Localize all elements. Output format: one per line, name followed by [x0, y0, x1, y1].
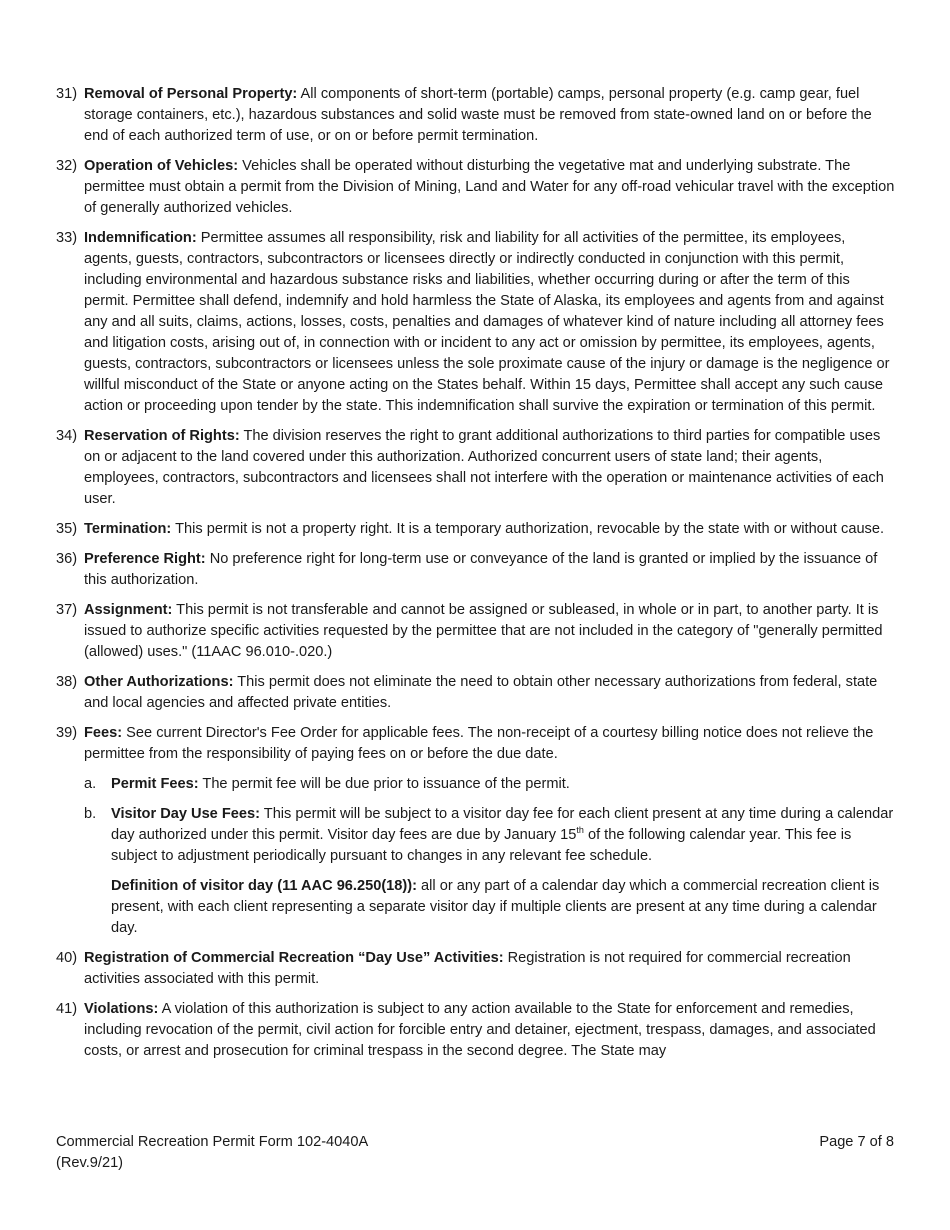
- footer-revision: (Rev.9/21): [56, 1155, 124, 1171]
- clause-38: [56, 672, 896, 714]
- clause-number: 31): [56, 86, 78, 102]
- clause-39: [56, 723, 896, 765]
- ordinal-suffix: th: [576, 825, 584, 836]
- clause-number: 37): [56, 602, 78, 618]
- clause-heading: Assignment:: [84, 602, 173, 618]
- clause-heading: Operation of Vehicles:: [84, 158, 239, 174]
- footer-form-name: Commercial Recreation Permit Form 102-4040A: [56, 1134, 369, 1150]
- clause-heading: Other Authorizations:: [84, 674, 234, 690]
- clause-number: 41): [56, 1001, 78, 1017]
- subitem-heading: Visitor Day Use Fees:: [111, 806, 260, 822]
- clause-heading: Termination:: [84, 521, 172, 537]
- clause-text: This permit is not transferable and cannot be assigned or subleased, in whole or in part, to another party. It is issued to authorize specific activities requested by the permittee that are not included in the category of "generally permitted (allowed) uses." (11AAC 96.010-.020.): [84, 602, 883, 660]
- clause-text: This permit does not eliminate the need to obtain other necessary authorizations from federal, state and local agencies and affected private entities.: [84, 674, 878, 711]
- clause-heading: Removal of Personal Property:: [84, 86, 298, 102]
- clause-number: 39): [56, 725, 78, 741]
- clause-number: 38): [56, 674, 78, 690]
- clause-33: [56, 228, 896, 417]
- clause-35: [56, 519, 896, 540]
- definition-text: all or any part of a calendar day which a commercial recreation client is present, with each client representing a separate visitor day if multiple clients are present at any time during a calendar day.: [111, 878, 880, 936]
- clause-heading: Violations:: [84, 1001, 159, 1017]
- clause-heading: Indemnification:: [84, 230, 197, 246]
- clause-text: Permittee assumes all responsibility, risk and liability for all activities of the permittee, its employees, agents, guests, contractors, subcontractors or licensees directly or indirectly conducted in conjunction with this permit, including environmental and hazardous substance risks and liabilities, whether occurring during or after the term of this permit. Permittee shall defend, indemnify and hold harmless the State of Alaska, its employees and agents from and against any and all suits, claims, actions, losses, costs, penalties and damages of whatever kind of nature including all attorney fees and litigation costs, arising out of, in connection with or incident to any act or omission by permittee, its employees, agents, guests, contractors, subcontractors or licensees unless the sole proximate cause of the injury or damage is the negligence or willful misconduct of the State or anyone acting on the States behalf. Within 15 days, Permittee shall accept any such cause action or proceeding upon tender by the state. This indemnification shall survive the expiration or termination of this permit.: [84, 230, 890, 414]
- clause-number: 32): [56, 158, 78, 174]
- footer-form-info: [56, 1132, 368, 1174]
- clause-number: 34): [56, 428, 78, 444]
- fees-subitem-a: [56, 774, 896, 795]
- clause-text: Vehicles shall be operated without disturbing the vegetative mat and underlying substrate. The permittee must obtain a permit from the Division of Mining, Land and Water for any off-road vehicular travel with the exception of generally authorized vehicles.: [84, 158, 895, 216]
- clause-heading: Fees:: [84, 725, 123, 741]
- clause-number: 33): [56, 230, 78, 246]
- clause-text: This permit is not a property right. It is a temporary authorization, revocable by the state with or without cause.: [171, 521, 885, 537]
- clause-text: All components of short-term (portable) camps, personal property (e.g. camp gear, fuel storage containers, etc.), hazardous substances and solid waste must be removed from state-owned land on or before the end of each authorized term of use, or on or before permit termination.: [84, 86, 872, 144]
- clause-40: [56, 948, 896, 990]
- clause-text: A violation of this authorization is subject to any action available to the State for enforcement and remedies, including revocation of the permit, civil action for forcible entry and detainer, ejectment, trespass, damages, and associated costs, or arrest and prosecution for criminal trespass in the second degree. The State may: [84, 1001, 876, 1059]
- footer-page-number: Page 7 of 8: [819, 1134, 894, 1150]
- subitem-heading: Permit Fees:: [111, 776, 199, 792]
- clause-text: See current Director's Fee Order for applicable fees. The non-receipt of a courtesy billing notice does not relieve the permittee from the responsibility of paying fees on or before the due date.: [84, 725, 874, 762]
- clause-heading: Preference Right:: [84, 551, 206, 567]
- clause-31: [56, 84, 896, 147]
- clause-37: [56, 600, 896, 663]
- clause-number: 40): [56, 950, 78, 966]
- definition-heading: Definition of visitor day (11 AAC 96.250(18)):: [111, 878, 417, 894]
- clause-41: [56, 999, 896, 1062]
- clause-heading: Registration of Commercial Recreation “Day Use” Activities:: [84, 950, 504, 966]
- subitem-text-continued: of the following calendar year. This fee is subject to adjustment periodically pursuant to changes in any relevant fee schedule.: [111, 827, 852, 864]
- document-body: [56, 84, 896, 1071]
- clause-36: [56, 549, 896, 591]
- subitem-text: The permit fee will be due prior to issuance of the permit.: [198, 776, 570, 792]
- clause-32: [56, 156, 896, 219]
- clause-number: 35): [56, 521, 78, 537]
- subitem-text: This permit will be subject to a visitor day fee for each client present at any time during a calendar day authorized under this permit. Visitor day fees are due by January 15: [111, 806, 894, 843]
- clause-heading: Reservation of Rights:: [84, 428, 240, 444]
- clause-text: Registration is not required for commercial recreation activities associated with this permit.: [84, 950, 851, 987]
- subitem-letter: a.: [84, 776, 97, 792]
- clause-34: [56, 426, 896, 510]
- clause-text: No preference right for long-term use or conveyance of the land is granted or implied by the issuance of this authorization.: [84, 551, 878, 588]
- clause-number: 36): [56, 551, 78, 567]
- visitor-day-definition: [56, 876, 896, 939]
- clause-text: The division reserves the right to grant additional authorizations to third parties for compatible uses on or adjacent to the land covered under this authorization. Authorized concurrent users of state land; their agents, employees, contractors, subcontractors and licensees shall not interfere with the operation or maintenance activities of each user.: [84, 428, 884, 507]
- fees-subitem-b: [56, 804, 896, 867]
- subitem-letter: b.: [84, 806, 97, 822]
